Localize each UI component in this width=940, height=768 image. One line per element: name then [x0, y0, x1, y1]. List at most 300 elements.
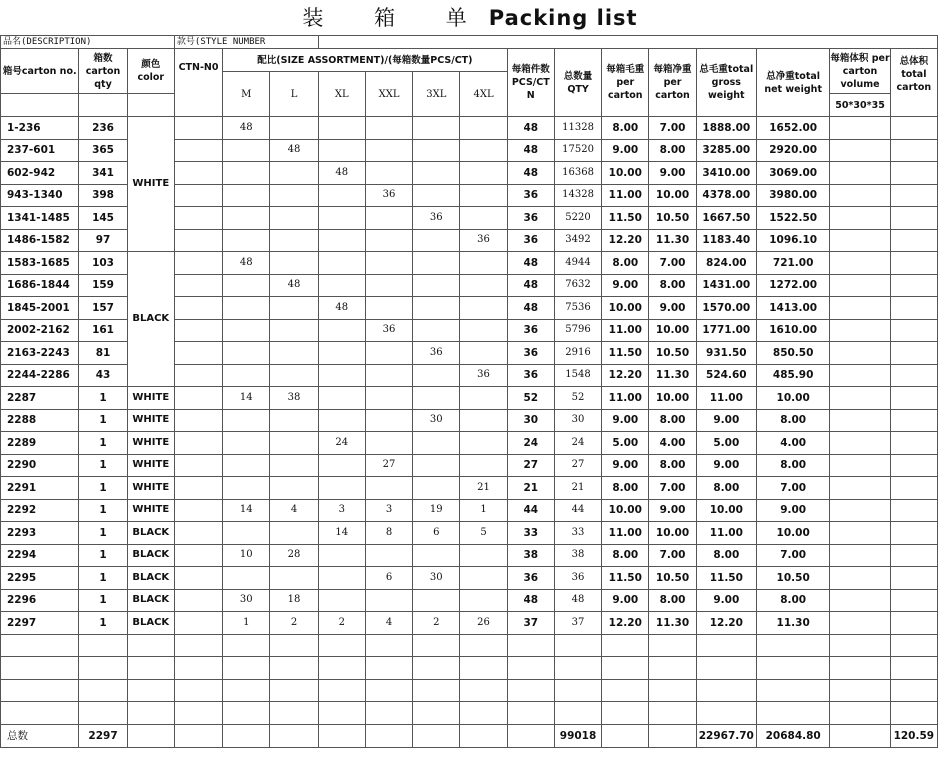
blank-cell [127, 702, 174, 725]
blank-cell [174, 634, 222, 657]
carton-qty-cell: 81 [79, 342, 127, 365]
net-weight-cell: 8.00 [649, 139, 696, 162]
net-weight-cell: 10.00 [649, 319, 696, 342]
blank-cell [270, 679, 318, 702]
total-net-cell: 10.00 [756, 387, 829, 410]
total-net-cell: 3069.00 [756, 162, 829, 185]
volume-total-cell [890, 184, 937, 207]
net-weight-cell: 9.00 [649, 162, 696, 185]
total-net-cell: 9.00 [756, 499, 829, 522]
total-gross-cell: 9.00 [696, 409, 756, 432]
size-qty-cell [413, 274, 460, 297]
blank-cell [1, 679, 79, 702]
carton-no-cell: 2291 [1, 477, 79, 500]
meta-row [1, 36, 938, 49]
header-size-m: M [223, 72, 270, 117]
size-qty-cell [365, 364, 412, 387]
pcs-per-ctn-cell: 48 [507, 139, 554, 162]
blank-cell [602, 679, 649, 702]
carton-qty-cell: 365 [79, 139, 127, 162]
color-cell: WHITE [127, 432, 174, 455]
size-qty-cell [223, 139, 270, 162]
volume-total-cell [890, 207, 937, 230]
blank-cell [602, 634, 649, 657]
size-qty-cell [365, 544, 412, 567]
size-qty-cell [270, 252, 318, 275]
total-gross-cell: 9.00 [696, 589, 756, 612]
blank-cell [127, 657, 174, 680]
size-qty-cell [365, 252, 412, 275]
volume-total-cell [890, 432, 937, 455]
total-gross-cell: 12.20 [696, 612, 756, 635]
gross-weight-cell: 8.00 [602, 477, 649, 500]
pcs-per-ctn-cell: 38 [507, 544, 554, 567]
blank-cell [696, 679, 756, 702]
size-qty-cell: 26 [460, 612, 507, 635]
carton-no-cell: 2295 [1, 567, 79, 590]
totals-blank-cell [223, 724, 270, 747]
total-qty-cell: 11328 [554, 117, 601, 140]
size-qty-cell [413, 184, 460, 207]
color-group-cell: BLACK [127, 252, 174, 387]
header-size-4xl: 4XL [460, 72, 507, 117]
header-size-xxl: XXL [365, 72, 412, 117]
blank-cell [649, 702, 696, 725]
ctn-no-cell [174, 522, 222, 545]
totals-blank-cell [649, 724, 696, 747]
header-ctn-no: CTN-N0 [174, 49, 222, 117]
table-row [1, 454, 938, 477]
table-row [1, 387, 938, 410]
volume-total-cell [890, 319, 937, 342]
size-qty-cell [365, 477, 412, 500]
blank-cell [830, 634, 890, 657]
table-row [1, 432, 938, 455]
ctn-no-cell [174, 139, 222, 162]
total-gross-cell: 1431.00 [696, 274, 756, 297]
total-qty-cell: 24 [554, 432, 601, 455]
blank-cell [602, 702, 649, 725]
blank-cell [890, 679, 937, 702]
blank-cell [365, 679, 412, 702]
ctn-no-cell [174, 229, 222, 252]
volume-per-cell [830, 387, 890, 410]
size-qty-cell [318, 184, 365, 207]
carton-no-cell: 2244-2286 [1, 364, 79, 387]
blank-cell [413, 679, 460, 702]
gross-weight-cell: 9.00 [602, 454, 649, 477]
blank-cell [413, 702, 460, 725]
style-label: 款号(STYLE NUMBER [174, 36, 318, 49]
net-weight-cell: 8.00 [649, 454, 696, 477]
size-qty-cell [270, 454, 318, 477]
gross-weight-cell: 8.00 [602, 544, 649, 567]
total-net-cell: 3980.00 [756, 184, 829, 207]
net-weight-cell: 8.00 [649, 589, 696, 612]
size-qty-cell [460, 162, 507, 185]
blank-cell [318, 634, 365, 657]
carton-qty-cell: 1 [79, 432, 127, 455]
size-qty-cell [270, 117, 318, 140]
title-chinese: 装 箱 单 [302, 6, 489, 30]
header-carton-qty: 箱数 carton qty [79, 49, 127, 94]
blank-cell [756, 657, 829, 680]
total-qty-cell: 52 [554, 387, 601, 410]
total-net-cell: 10.50 [756, 567, 829, 590]
gross-weight-cell: 8.00 [602, 252, 649, 275]
color-cell: WHITE [127, 499, 174, 522]
volume-total-cell [890, 297, 937, 320]
size-qty-cell: 48 [318, 297, 365, 320]
size-qty-cell: 48 [270, 274, 318, 297]
size-qty-cell: 14 [318, 522, 365, 545]
volume-per-cell [830, 612, 890, 635]
volume-total-cell [890, 612, 937, 635]
volume-total-cell [890, 274, 937, 297]
size-qty-cell [460, 387, 507, 410]
blank-cell [270, 702, 318, 725]
total-net-cell: 7.00 [756, 544, 829, 567]
total-qty-cell: 27 [554, 454, 601, 477]
size-qty-cell: 30 [223, 589, 270, 612]
size-qty-cell [413, 162, 460, 185]
totals-blank-cell [830, 724, 890, 747]
volume-per-cell [830, 162, 890, 185]
carton-no-cell: 237-601 [1, 139, 79, 162]
total-net-cell: 1652.00 [756, 117, 829, 140]
color-cell: WHITE [127, 477, 174, 500]
size-qty-cell [223, 342, 270, 365]
total-qty-cell: 3492 [554, 229, 601, 252]
pcs-per-ctn-cell: 24 [507, 432, 554, 455]
header-volume-per: 每箱体积 per carton volume [830, 49, 890, 94]
carton-no-cell: 1583-1685 [1, 252, 79, 275]
size-qty-cell [413, 477, 460, 500]
total-net-cell: 1610.00 [756, 319, 829, 342]
size-qty-cell [413, 364, 460, 387]
blank-cell [649, 679, 696, 702]
blank-row [1, 679, 938, 702]
totals-gross-weight: 22967.70 [696, 724, 756, 747]
size-qty-cell [270, 567, 318, 590]
size-qty-cell [223, 162, 270, 185]
size-qty-cell: 19 [413, 499, 460, 522]
color-cell: BLACK [127, 589, 174, 612]
total-qty-cell: 4944 [554, 252, 601, 275]
total-net-cell: 8.00 [756, 454, 829, 477]
blank-cell [460, 702, 507, 725]
table-row [1, 409, 938, 432]
volume-per-cell [830, 364, 890, 387]
gross-weight-cell: 8.00 [602, 117, 649, 140]
size-qty-cell [318, 229, 365, 252]
size-qty-cell [365, 139, 412, 162]
size-qty-cell: 48 [270, 139, 318, 162]
size-qty-cell [460, 454, 507, 477]
header-spacer-1 [1, 94, 79, 117]
total-gross-cell: 10.00 [696, 499, 756, 522]
size-qty-cell [413, 252, 460, 275]
header-spacer-3 [127, 94, 174, 117]
size-qty-cell [223, 567, 270, 590]
size-qty-cell: 36 [365, 319, 412, 342]
net-weight-cell: 9.00 [649, 297, 696, 320]
blank-cell [79, 702, 127, 725]
total-gross-cell: 3410.00 [696, 162, 756, 185]
total-qty-cell: 30 [554, 409, 601, 432]
volume-total-cell [890, 454, 937, 477]
pcs-per-ctn-cell: 52 [507, 387, 554, 410]
size-qty-cell [460, 409, 507, 432]
size-qty-cell [223, 229, 270, 252]
total-gross-cell: 11.00 [696, 387, 756, 410]
blank-cell [270, 634, 318, 657]
total-net-cell: 2920.00 [756, 139, 829, 162]
totals-blank-cell [413, 724, 460, 747]
table-row [1, 589, 938, 612]
blank-cell [830, 702, 890, 725]
header-volume-total: 总体积 total carton [890, 49, 937, 117]
size-qty-cell: 1 [223, 612, 270, 635]
net-weight-cell: 10.00 [649, 184, 696, 207]
total-qty-cell: 7632 [554, 274, 601, 297]
carton-no-cell: 2297 [1, 612, 79, 635]
table-row [1, 612, 938, 635]
header-size-3xl: 3XL [413, 72, 460, 117]
totals-row [1, 724, 938, 747]
carton-qty-cell: 157 [79, 297, 127, 320]
blank-cell [649, 634, 696, 657]
carton-qty-cell: 1 [79, 454, 127, 477]
net-weight-cell: 10.50 [649, 567, 696, 590]
totals-volume: 120.59 [890, 724, 937, 747]
carton-qty-cell: 1 [79, 409, 127, 432]
size-qty-cell: 10 [223, 544, 270, 567]
net-weight-cell: 10.00 [649, 387, 696, 410]
net-weight-cell: 8.00 [649, 409, 696, 432]
blank-cell [79, 679, 127, 702]
volume-per-cell [830, 432, 890, 455]
totals-blank-cell [365, 724, 412, 747]
ctn-no-cell [174, 364, 222, 387]
size-qty-cell [270, 477, 318, 500]
volume-per-cell [830, 499, 890, 522]
gross-weight-cell: 9.00 [602, 274, 649, 297]
gross-weight-cell: 12.20 [602, 229, 649, 252]
volume-per-cell [830, 184, 890, 207]
size-qty-cell: 5 [460, 522, 507, 545]
gross-weight-cell: 10.00 [602, 297, 649, 320]
size-qty-cell [223, 184, 270, 207]
carton-no-cell: 2287 [1, 387, 79, 410]
blank-cell [890, 657, 937, 680]
blank-cell [649, 657, 696, 680]
total-gross-cell: 824.00 [696, 252, 756, 275]
size-qty-cell [460, 139, 507, 162]
blank-cell [890, 702, 937, 725]
total-gross-cell: 1771.00 [696, 319, 756, 342]
size-qty-cell: 36 [413, 207, 460, 230]
size-qty-cell: 14 [223, 499, 270, 522]
size-qty-cell [413, 432, 460, 455]
pcs-per-ctn-cell: 30 [507, 409, 554, 432]
ctn-no-cell [174, 252, 222, 275]
blank-cell [554, 702, 601, 725]
blank-cell [174, 679, 222, 702]
volume-total-cell [890, 544, 937, 567]
total-net-cell: 1522.50 [756, 207, 829, 230]
header-volume-dim: 50*30*35 [830, 94, 890, 117]
size-qty-cell: 48 [223, 117, 270, 140]
pcs-per-ctn-cell: 48 [507, 252, 554, 275]
pcs-per-ctn-cell: 36 [507, 184, 554, 207]
header-row-1 [1, 49, 938, 72]
blank-cell [696, 702, 756, 725]
table-row [1, 477, 938, 500]
gross-weight-cell: 5.00 [602, 432, 649, 455]
size-qty-cell [223, 297, 270, 320]
blank-cell [1, 634, 79, 657]
blank-cell [890, 634, 937, 657]
size-qty-cell [365, 432, 412, 455]
blank-cell [756, 679, 829, 702]
table-row [1, 499, 938, 522]
carton-no-cell: 2002-2162 [1, 319, 79, 342]
blank-cell [696, 657, 756, 680]
size-qty-cell: 27 [365, 454, 412, 477]
pcs-per-ctn-cell: 36 [507, 342, 554, 365]
total-qty-cell: 7536 [554, 297, 601, 320]
total-gross-cell: 1570.00 [696, 297, 756, 320]
carton-qty-cell: 1 [79, 387, 127, 410]
size-qty-cell [318, 387, 365, 410]
net-weight-cell: 10.50 [649, 207, 696, 230]
size-qty-cell: 48 [318, 162, 365, 185]
size-qty-cell: 21 [460, 477, 507, 500]
size-qty-cell [318, 454, 365, 477]
volume-per-cell [830, 139, 890, 162]
size-qty-cell [318, 364, 365, 387]
carton-qty-cell: 1 [79, 499, 127, 522]
size-qty-cell [318, 589, 365, 612]
blank-cell [696, 634, 756, 657]
blank-cell [830, 679, 890, 702]
size-qty-cell [365, 274, 412, 297]
size-qty-cell [413, 297, 460, 320]
total-qty-cell: 37 [554, 612, 601, 635]
volume-total-cell [890, 589, 937, 612]
totals-blank-cell [127, 724, 174, 747]
net-weight-cell: 10.50 [649, 342, 696, 365]
volume-per-cell [830, 117, 890, 140]
totals-blank-cell [174, 724, 222, 747]
totals-qty: 99018 [554, 724, 601, 747]
size-qty-cell [318, 117, 365, 140]
volume-total-cell [890, 252, 937, 275]
carton-no-cell: 1341-1485 [1, 207, 79, 230]
blank-cell [79, 657, 127, 680]
size-qty-cell: 3 [365, 499, 412, 522]
pcs-per-ctn-cell: 36 [507, 319, 554, 342]
size-qty-cell [460, 184, 507, 207]
volume-total-cell [890, 409, 937, 432]
total-qty-cell: 48 [554, 589, 601, 612]
carton-no-cell: 2296 [1, 589, 79, 612]
volume-total-cell [890, 342, 937, 365]
volume-total-cell [890, 477, 937, 500]
volume-total-cell [890, 229, 937, 252]
size-qty-cell: 48 [223, 252, 270, 275]
blank-cell [830, 657, 890, 680]
blank-cell [223, 702, 270, 725]
gross-weight-cell: 12.20 [602, 364, 649, 387]
blank-cell [223, 679, 270, 702]
size-qty-cell [318, 319, 365, 342]
size-qty-cell: 4 [270, 499, 318, 522]
blank-cell [507, 679, 554, 702]
ctn-no-cell [174, 432, 222, 455]
ctn-no-cell [174, 297, 222, 320]
size-qty-cell [223, 409, 270, 432]
total-qty-cell: 38 [554, 544, 601, 567]
net-weight-cell: 7.00 [649, 544, 696, 567]
table-row [1, 252, 938, 275]
ctn-no-cell [174, 567, 222, 590]
header-spacer-2 [79, 94, 127, 117]
size-qty-cell [365, 387, 412, 410]
size-qty-cell: 18 [270, 589, 318, 612]
total-gross-cell: 5.00 [696, 432, 756, 455]
gross-weight-cell: 9.00 [602, 589, 649, 612]
total-net-cell: 10.00 [756, 522, 829, 545]
total-gross-cell: 1183.40 [696, 229, 756, 252]
total-net-cell: 721.00 [756, 252, 829, 275]
total-qty-cell: 33 [554, 522, 601, 545]
total-gross-cell: 1888.00 [696, 117, 756, 140]
size-qty-cell [270, 297, 318, 320]
volume-total-cell [890, 364, 937, 387]
volume-per-cell [830, 477, 890, 500]
pcs-per-ctn-cell: 36 [507, 567, 554, 590]
total-net-cell: 8.00 [756, 409, 829, 432]
header-gw-per: 每箱毛重per carton [602, 49, 649, 117]
carton-qty-cell: 341 [79, 162, 127, 185]
size-qty-cell [223, 454, 270, 477]
ctn-no-cell [174, 544, 222, 567]
size-qty-cell: 36 [365, 184, 412, 207]
total-qty-cell: 16368 [554, 162, 601, 185]
carton-qty-cell: 1 [79, 544, 127, 567]
pcs-per-ctn-cell: 33 [507, 522, 554, 545]
ctn-no-cell [174, 409, 222, 432]
size-qty-cell [413, 117, 460, 140]
header-color: 颜色 color [127, 49, 174, 94]
pcs-per-ctn-cell: 44 [507, 499, 554, 522]
total-gross-cell: 11.00 [696, 522, 756, 545]
blank-cell [507, 702, 554, 725]
gross-weight-cell: 10.00 [602, 162, 649, 185]
size-qty-cell [413, 319, 460, 342]
header-nw-per: 每箱净重per carton [649, 49, 696, 117]
blank-row [1, 657, 938, 680]
blank-cell [554, 657, 601, 680]
totals-blank-cell [270, 724, 318, 747]
carton-no-cell: 2289 [1, 432, 79, 455]
blank-cell [223, 657, 270, 680]
color-group-cell: WHITE [127, 117, 174, 252]
totals-blank-cell [507, 724, 554, 747]
size-qty-cell: 2 [413, 612, 460, 635]
